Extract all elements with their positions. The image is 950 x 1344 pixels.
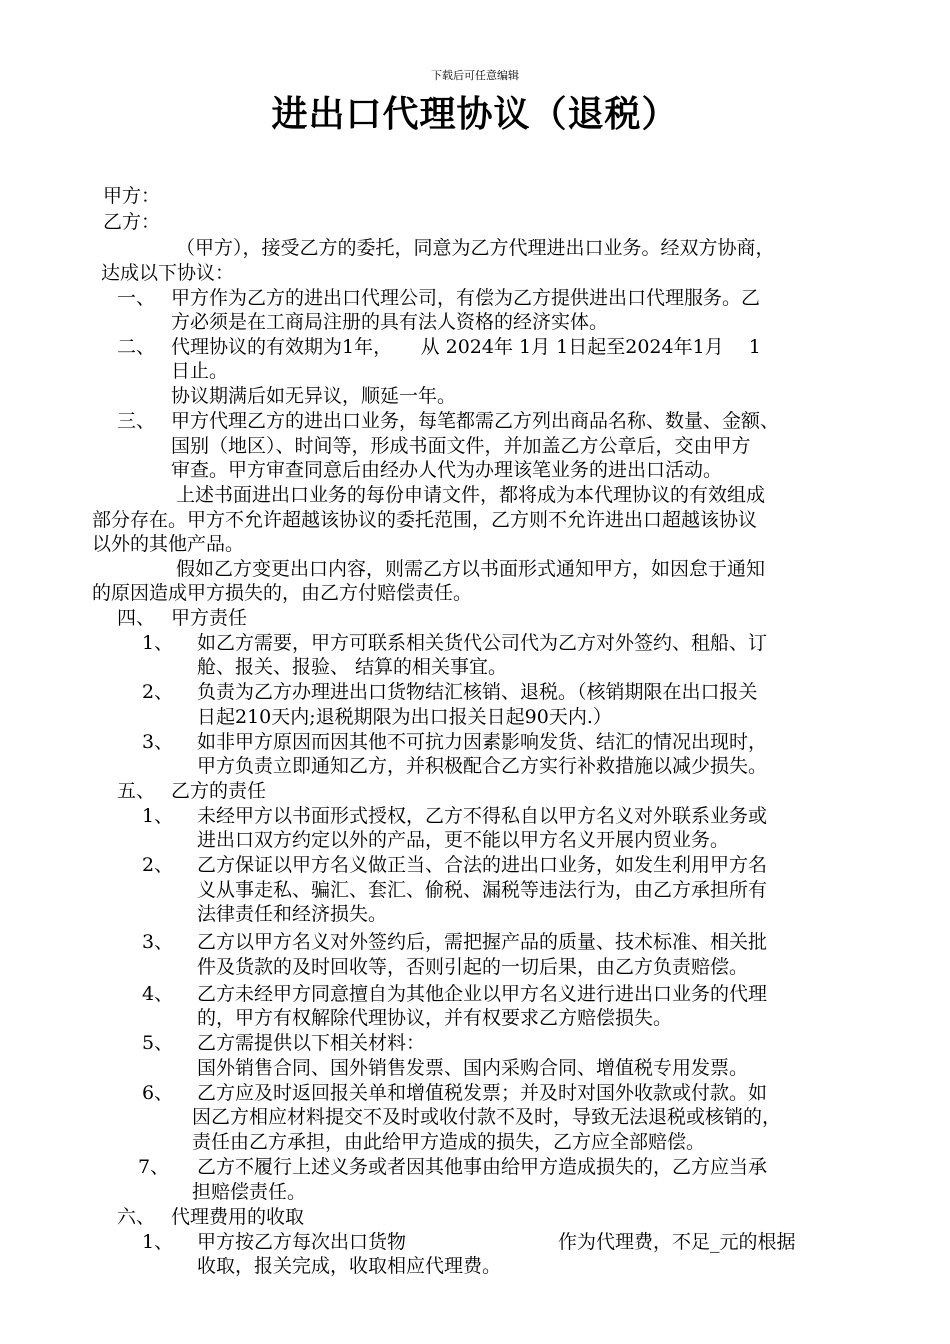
item-line: 负责为乙方办理进出口货物结汇核销、退税。（核销期限在出口报关 [197, 681, 758, 703]
document-title: 进出口代理协议（退税） [271, 93, 679, 135]
item-number: 2、 [142, 854, 174, 876]
item-line: 如乙方需要，甲方可联系相关货代公司代为乙方对外签约、租船、订 [197, 632, 768, 654]
item-line: 未经甲方以书面形式授权，乙方不得私自以甲方名义对外联系业务或 [197, 805, 768, 827]
item-number: 7、 [138, 1156, 170, 1178]
item-number: 6、 [142, 1082, 174, 1104]
item-line: 舱、报关、报验、 结算的相关事宜。 [197, 656, 508, 678]
section-2-line: 协议期满后如无异议，顺延一年。 [171, 385, 457, 407]
item-line: 乙方需提供以下相关材料： [197, 1032, 426, 1054]
section-2-line: 日止。 [171, 360, 229, 382]
item-line: 义从事走私、骗汇、套汇、偷税、漏税等违法行为，由乙方承担所有 [197, 879, 768, 901]
item-line: 如非甲方原因而因其他不可抗力因素影响发货、结汇的情况出现时， [197, 731, 768, 753]
item-line: 甲方按乙方每次出口货物 作为代理费，不足_元的根据 [197, 1231, 796, 1253]
section-number: 五、 [117, 780, 156, 802]
paragraph-line: 以外的其他产品。 [92, 533, 245, 555]
section-number: 四、 [117, 607, 156, 629]
paragraph-line: 上述书面进出口业务的每份申请文件，都将成为本代理协议的有效组成 [176, 484, 766, 506]
item-line: 收取，报关完成，收取相应代理费。 [197, 1255, 502, 1277]
item-number: 1、 [142, 805, 174, 827]
section-3-line: 审查。甲方审查同意后由经办人代为办理该笔业务的进出口活动。 [171, 459, 723, 481]
paragraph-line: 部分存在。甲方不允许超越该协议的委托范围，乙方则不允许进出口超越该协议 [92, 509, 758, 531]
section-number: 三、 [117, 410, 156, 432]
party-b-label: 乙方： [103, 211, 161, 233]
item-line: 乙方不履行上述义务或者因其他事由给甲方造成损失的，乙方应当承 [197, 1156, 768, 1178]
header-note: 下载后可任意编辑 [431, 69, 519, 82]
intro-line: 达成以下协议： [101, 262, 235, 284]
section-3-line: 国别（地区）、时间等，形成书面文件，并加盖乙方公章后，交由甲方 [171, 435, 751, 457]
section-heading: 乙方的责任 [171, 780, 267, 802]
item-line: 甲方负责立即通知乙方，并积极配合乙方实行补救措施以减少损失。 [197, 755, 768, 777]
paragraph-line: 假如乙方变更出口内容，则需乙方以书面形式通知甲方，如因怠于通知 [176, 558, 766, 580]
item-line: 乙方应及时返回报关单和增值税发票；并及时对国外收款或付款。如 [197, 1082, 768, 1104]
section-number: 一、 [117, 287, 156, 309]
item-line: 的，甲方有权解除代理协议，并有权要求乙方赔偿损失。 [197, 1007, 673, 1029]
item-number: 1、 [142, 1231, 174, 1253]
section-2-line: 代理协议的有效期为1年， 从 2024年 1月 1日起至2024年1月 1 [171, 336, 761, 358]
section-heading: 代理费用的收取 [171, 1206, 305, 1228]
section-number: 六、 [117, 1206, 156, 1228]
item-number: 1、 [142, 632, 174, 654]
intro-line: （甲方），接受乙方的委托，同意为乙方代理进出口业务。经双方协商， [176, 237, 775, 259]
item-line: 件及货款的及时回收等，否则引起的一切后果，由乙方负责赔偿。 [197, 956, 749, 978]
section-3-line: 甲方代理乙方的进出口业务，每笔都需乙方列出商品名称、数量、金额、 [171, 410, 780, 432]
item-line: 日起210天内;退税期限为出口报关日起90天内.） [197, 706, 612, 728]
item-line: 乙方以甲方名义对外签约后，需把握产品的质量、技术标准、相关批 [197, 931, 768, 953]
section-heading: 甲方责任 [171, 607, 248, 629]
item-number: 4、 [142, 983, 174, 1005]
item-line: 乙方未经甲方同意擅自为其他企业以甲方名义进行进出口业务的代理 [197, 983, 768, 1005]
paragraph-line: 的原因造成甲方损失的，由乙方付赔偿责任。 [92, 582, 473, 604]
item-number: 3、 [142, 731, 174, 753]
item-line: 责任由乙方承担，由此给甲方造成的损失，乙方应全部赔偿。 [192, 1131, 706, 1153]
item-line: 进出口双方约定以外的产品，更不能以甲方名义开展内贸业务。 [197, 829, 730, 851]
item-number: 2、 [142, 681, 174, 703]
item-line: 国外销售合同、国外销售发票、国内采购合同、增值税专用发票。 [197, 1057, 749, 1079]
section-number: 二、 [117, 336, 156, 358]
item-number: 5、 [142, 1032, 174, 1054]
section-1-line: 甲方作为乙方的进出口代理公司，有偿为乙方提供进出口代理服务。乙 [171, 287, 761, 309]
party-a-label: 甲方： [103, 185, 161, 207]
item-line: 因乙方相应材料提交不及时或收付款不及时，导致无法退税或核销的， [192, 1106, 782, 1128]
item-line: 乙方保证以甲方名义做正当、合法的进出口业务，如发生利用甲方名 [197, 854, 768, 876]
item-line: 法律责任和经济损失。 [197, 903, 388, 925]
item-number: 3、 [142, 931, 174, 953]
section-1-line: 方必须是在工商局注册的具有法人资格的经济实体。 [171, 311, 609, 333]
item-line: 担赔偿责任。 [192, 1181, 307, 1203]
